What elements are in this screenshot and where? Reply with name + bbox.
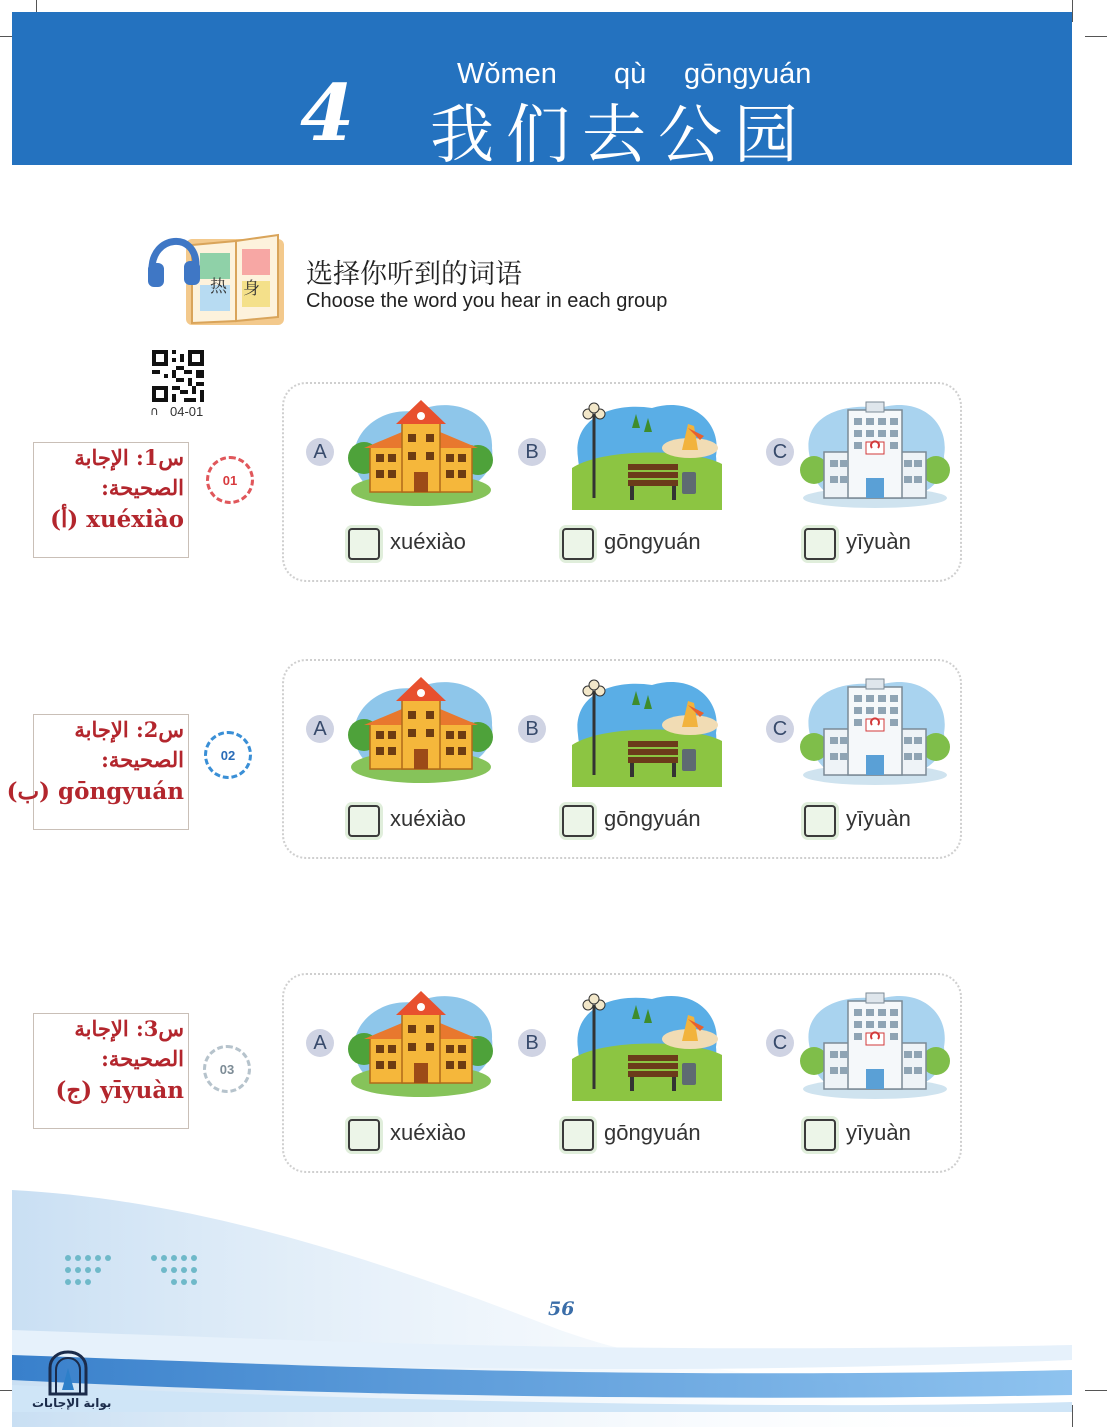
answer-box-2 — [6, 714, 189, 830]
checkbox-yiyuan[interactable] — [804, 1119, 836, 1151]
answer-line-3: yīyuàn (ج) — [55, 1077, 184, 1104]
option-word-yiyuan: yīyuàn — [846, 806, 911, 831]
checkbox-xuexiao[interactable] — [348, 1119, 380, 1151]
option-word-gongyuan: gōngyuán — [604, 806, 701, 831]
school-icon — [346, 989, 496, 1101]
checkbox-gongyuan[interactable] — [562, 528, 594, 560]
option-word-gongyuan: gōngyuán — [604, 529, 701, 554]
answer-line-2: الصحيحة: — [101, 747, 184, 772]
warmup-subtitle: Choose the word you hear in each group — [306, 290, 668, 312]
answer-line-2: الصحيحة: — [101, 1046, 184, 1071]
answer-box-1 — [33, 442, 189, 558]
choice-group-2 — [282, 659, 962, 859]
answer-line-1: س1: الإجابة — [74, 445, 184, 470]
hospital-icon — [800, 398, 950, 510]
answer-line-2: الصحيحة: — [101, 475, 184, 500]
headphones-icon: ∩ — [150, 404, 159, 418]
answer-line-1: س3: الإجابة — [74, 1016, 184, 1041]
checkbox-xuexiao[interactable] — [348, 528, 380, 560]
school-icon — [346, 398, 496, 510]
warmup-badge-char-1: 热 — [210, 277, 227, 297]
pinyin-women: Wǒmen — [457, 58, 557, 90]
crop-mark — [1085, 36, 1107, 37]
lesson-number: 4 — [300, 68, 355, 159]
page-number: 56 — [548, 1298, 575, 1320]
pinyin-qu: qù — [614, 58, 647, 90]
option-letter-b: B — [518, 1029, 546, 1057]
checkbox-xuexiao[interactable] — [348, 805, 380, 837]
choice-group-1 — [282, 382, 962, 582]
option-word-yiyuan: yīyuàn — [846, 529, 911, 554]
option-letter-b: B — [518, 715, 546, 743]
warmup-title: 选择你听到的词语 — [306, 259, 522, 290]
park-icon — [572, 398, 722, 510]
park-icon — [572, 675, 722, 787]
option-word-xuexiao: xuéxiào — [390, 529, 466, 554]
option-letter-c: C — [766, 1029, 794, 1057]
option-letter-a: A — [306, 1029, 334, 1057]
checkbox-gongyuan[interactable] — [562, 805, 594, 837]
option-word-yiyuan: yīyuàn — [846, 1120, 911, 1145]
option-letter-a: A — [306, 715, 334, 743]
checkbox-gongyuan[interactable] — [562, 1119, 594, 1151]
answers-portal-logo-text: بوابة الإجابات — [32, 1396, 112, 1410]
answer-line-1: س2: الإجابة — [74, 717, 184, 742]
qr-code-icon[interactable] — [152, 350, 204, 402]
lesson-title: 我们去公园 — [430, 99, 810, 173]
answers-portal-logo-icon — [46, 1350, 90, 1396]
audio-track-code: 04-01 — [170, 404, 204, 419]
crop-mark — [1072, 0, 1073, 22]
option-letter-a: A — [306, 438, 334, 466]
option-word-gongyuan: gōngyuán — [604, 1120, 701, 1145]
question-number-badge: 02 — [204, 731, 252, 779]
school-icon — [346, 675, 496, 787]
checkbox-yiyuan[interactable] — [804, 805, 836, 837]
option-word-xuexiao: xuéxiào — [390, 806, 466, 831]
option-word-xuexiao: xuéxiào — [390, 1120, 466, 1145]
park-icon — [572, 989, 722, 1101]
option-letter-c: C — [766, 438, 794, 466]
answer-line-3: gōngyuán (ب) — [6, 778, 184, 805]
question-number-badge: 03 — [203, 1045, 251, 1093]
ministry-logo-dots — [64, 1252, 198, 1292]
warmup-badge-char-2: 身 — [243, 279, 260, 299]
choice-group-3 — [282, 973, 962, 1173]
hospital-icon — [800, 989, 950, 1101]
answer-line-3: xuéxiào (أ) — [50, 506, 184, 533]
option-letter-c: C — [766, 715, 794, 743]
pinyin-gongyuan: gōngyuán — [684, 58, 812, 90]
option-letter-b: B — [518, 438, 546, 466]
question-number-badge: 01 — [206, 456, 254, 504]
checkbox-yiyuan[interactable] — [804, 528, 836, 560]
answer-box-3 — [33, 1013, 189, 1129]
hospital-icon — [800, 675, 950, 787]
